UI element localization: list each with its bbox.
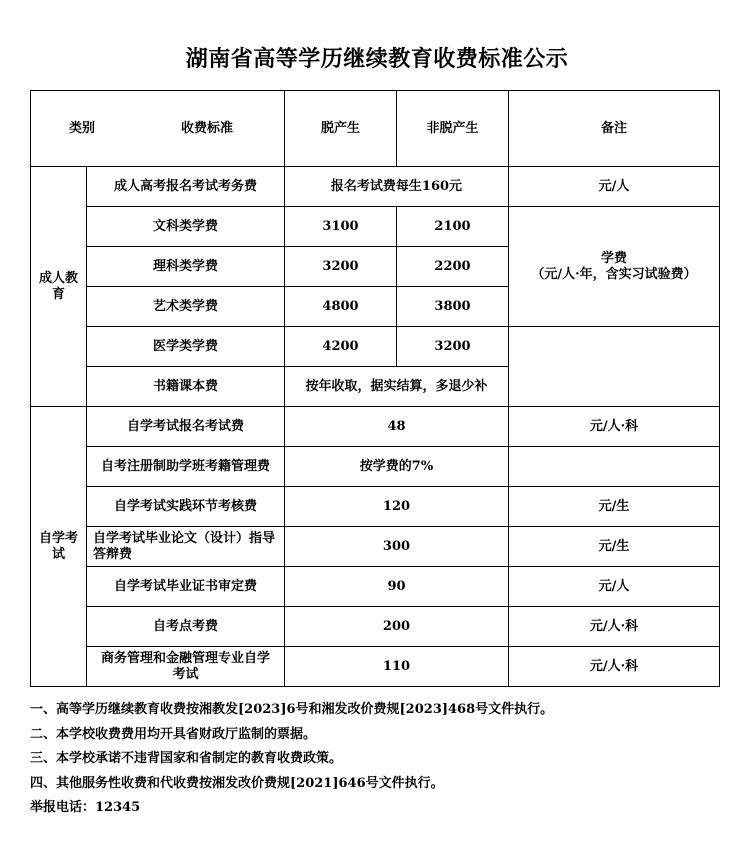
fee-item: 成人高考报名考试考务费 [87,167,285,207]
fee-item: 艺术类学费 [87,287,285,327]
empty-remark [509,327,720,407]
fee-item: 自学考试报名考试费 [87,407,285,447]
table-row [31,647,720,687]
fee-remark: 元/人 [509,167,720,207]
table-row [31,527,720,567]
full-time-fee: 3100 [285,207,397,247]
fee-value: 按学费的7% [285,447,509,487]
fee-item: 医学类学费 [87,327,285,367]
part-time-header: 非脱产生 [397,91,509,167]
table-row [31,487,720,527]
fee-table [30,90,720,687]
category-standard-header [31,91,285,167]
fee-remark: 元/生 [509,527,720,567]
fee-value: 90 [285,567,509,607]
table-row [31,407,720,447]
table-row [31,327,720,367]
fee-value: 报名考试费每生160元 [285,167,509,207]
fee-remark: 元/人·科 [509,647,720,687]
full-time-fee: 4200 [285,327,397,367]
fee-value: 48 [285,407,509,447]
fee-item: 商务管理和金融管理专业自学考试 [87,647,285,687]
full-time-header: 脱产生 [285,91,397,167]
tuition-remark-detail: （元/人·年，含实习试验费） [531,266,697,282]
self-study-group: 自学考试 [31,407,87,687]
category-header: 类别 [69,121,96,136]
fee-item: 自学考试毕业论文（设计）指导答辩费 [87,527,285,567]
note-line: 二、本学校收费费用均开具省财政厅监制的票据。 [30,726,317,742]
fee-item: 书籍课本费 [87,367,285,407]
table-row [31,447,720,487]
full-time-fee: 4800 [285,287,397,327]
table-header-row [31,91,720,167]
standard-header: 收费标准 [181,121,234,136]
full-time-fee: 3200 [285,247,397,287]
fee-value: 按年收取，据实结算，多退少补 [285,367,509,407]
fee-item: 理科类学费 [87,247,285,287]
part-time-fee: 3800 [397,287,509,327]
fee-item: 自考点考费 [87,607,285,647]
fee-remark [509,447,720,487]
note-line: 三、本学校承诺不违背国家和省制定的教育收费政策。 [30,751,343,766]
table-row [31,207,720,247]
remark-header: 备注 [509,91,720,167]
part-time-fee: 2200 [397,247,509,287]
table-row [31,607,720,647]
notes-section [30,700,730,823]
fee-remark: 元/人·科 [509,407,720,447]
fee-item: 自考注册制助学班考籍管理费 [87,447,285,487]
part-time-fee: 3200 [397,327,509,367]
note-line: 一、高等学历继续教育收费按湘教发[2023]6号和湘发改价费规[2023]468号文件执行。 [30,702,554,717]
fee-value: 200 [285,607,509,647]
fee-value: 120 [285,487,509,527]
fee-remark: 元/人 [509,567,720,607]
fee-remark: 元/人·科 [509,607,720,647]
part-time-fee: 2100 [397,207,509,247]
tuition-remark [509,207,720,327]
table-row [31,567,720,607]
adult-education-group: 成人教育 [31,167,87,407]
fee-value: 110 [285,647,509,687]
note-line: 四、其他服务性收费和代收费按湘发改价费规[2021]646号文件执行。 [30,775,444,791]
tuition-remark-title: 学费 [600,250,627,266]
fee-item: 文科类学费 [87,207,285,247]
page-title: 湖南省高等学历继续教育收费标准公示 [185,46,569,72]
hotline: 举报电话：12345 [30,800,141,815]
fee-item: 自学考试实践环节考核费 [87,487,285,527]
fee-remark: 元/生 [509,487,720,527]
table-row [31,167,720,207]
fee-value: 300 [285,527,509,567]
fee-item: 自学考试毕业证书审定费 [87,567,285,607]
